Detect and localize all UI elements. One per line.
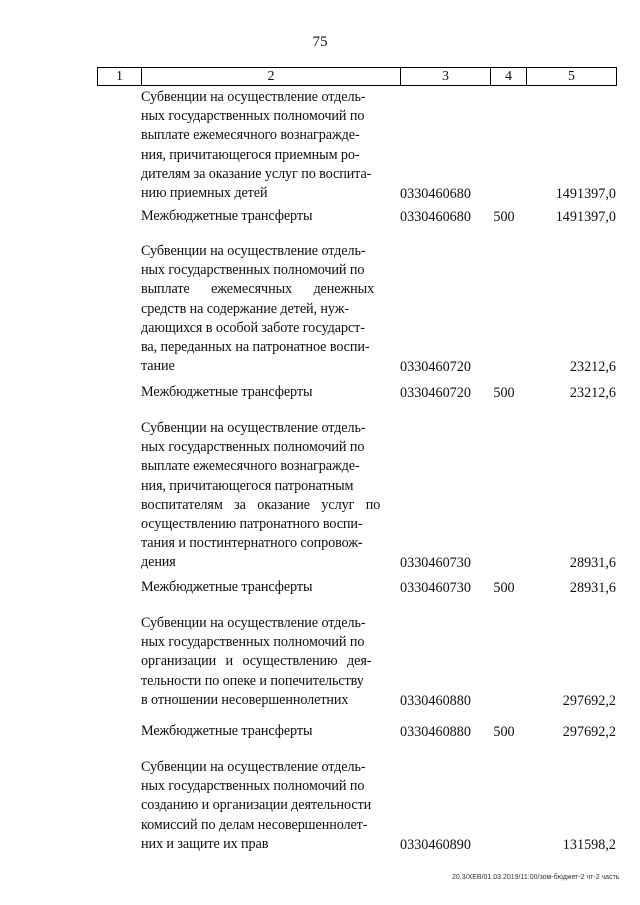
name-line: тания и постинтернатного сопровож-	[141, 535, 363, 552]
target-article-code: 0330460680	[400, 185, 471, 202]
name-line: ния, причитающегося патронатным	[141, 477, 354, 494]
name-line: ва, переданных на патронатное воспи-	[141, 339, 370, 356]
name-line: созданию и организации деятельности	[141, 797, 372, 814]
column-header-2: 2	[142, 68, 401, 86]
name-line: дителям за оказание услуг по воспита-	[141, 165, 372, 182]
name-line: ных государственных полномочий по	[141, 262, 365, 279]
table-row	[97, 88, 616, 204]
name-line: Межбюджетные трансферты	[141, 208, 313, 224]
name-line: тание	[141, 358, 175, 375]
amount: 131598,2	[562, 836, 616, 853]
table-row	[97, 758, 616, 855]
name-line: ния, причитающегося приемным ро-	[141, 146, 360, 163]
amount: 1491397,0	[555, 208, 616, 225]
name-line: ных государственных полномочий по	[141, 634, 365, 651]
name-line: комиссий по делам несовершеннолет-	[141, 816, 368, 833]
target-article-code: 0330460880	[400, 692, 471, 709]
name-line: Субвенции на осуществление отдель-	[141, 89, 366, 105]
column-header-row	[98, 68, 617, 86]
amount: 23212,6	[569, 384, 616, 401]
name-line: тельности по опеке и попечительству	[141, 672, 364, 689]
table-row	[97, 242, 616, 377]
amount: 297692,2	[562, 723, 616, 740]
row-name	[141, 722, 391, 741]
expense-type-code: 500	[493, 723, 515, 740]
target-article-code: 0330460730	[400, 554, 471, 571]
row-name	[141, 578, 391, 597]
name-line: Субвенции на осуществление отдель-	[141, 759, 366, 775]
name-line: дающихся в особой заботе государст-	[141, 319, 365, 336]
target-article-code: 0330460720	[400, 384, 471, 401]
name-line: Субвенции на осуществление отдель-	[141, 615, 366, 631]
name-line: ных государственных полномочий по	[141, 439, 365, 456]
amount: 28931,6	[569, 579, 616, 596]
amount: 1491397,0	[555, 185, 616, 202]
table-row	[97, 578, 616, 598]
amount: 28931,6	[569, 554, 616, 571]
target-article-code: 0330460730	[400, 579, 471, 596]
footer-document-code: 20.3/ХЕВ/01.03.2019/11:00/зом-бюджет-2 чт-2 часть	[452, 874, 620, 881]
target-article-code: 0330460880	[400, 723, 471, 740]
name-line: нию приемных детей	[141, 185, 268, 202]
amount: 297692,2	[562, 692, 616, 709]
expense-type-code: 500	[493, 208, 515, 225]
row-name	[141, 383, 391, 402]
row-name	[141, 758, 391, 854]
name-line: выплате ежемесячных денежных	[141, 281, 375, 298]
page-number: 75	[312, 34, 328, 50]
column-header-5: 5	[527, 68, 617, 86]
row-name	[141, 419, 391, 573]
name-line: средств на содержание детей, нуж-	[141, 300, 350, 317]
name-line: выплате ежемесячного вознагражде-	[141, 458, 360, 475]
row-name	[141, 242, 391, 376]
name-line: ных государственных полномочий по	[141, 108, 365, 125]
name-line: ных государственных полномочий по	[141, 778, 365, 795]
name-line: осуществлению патронатного воспи-	[141, 516, 363, 533]
amount: 23212,6	[569, 358, 616, 375]
row-name	[141, 88, 391, 203]
name-line: Межбюджетные трансферты	[141, 579, 313, 595]
target-article-code: 0330460680	[400, 208, 471, 225]
name-line: выплате ежемесячного вознагражде-	[141, 127, 360, 144]
table-row	[97, 614, 616, 711]
name-line: воспитателям за оказание услуг по	[141, 496, 381, 513]
table-row	[97, 419, 616, 573]
column-header-4: 4	[491, 68, 527, 86]
name-line: Межбюджетные трансферты	[141, 723, 313, 739]
name-line: в отношении несовершеннолетних	[141, 691, 349, 708]
row-name	[141, 614, 391, 710]
column-header-1: 1	[98, 68, 142, 86]
name-line: Субвенции на осуществление отдель-	[141, 420, 366, 436]
target-article-code: 0330460890	[400, 836, 471, 853]
name-line: дения	[141, 554, 176, 571]
name-line: Субвенции на осуществление отдель-	[141, 243, 366, 259]
column-header-table	[97, 67, 617, 86]
table-row	[97, 207, 616, 227]
table-row	[97, 722, 616, 742]
name-line: Межбюджетные трансферты	[141, 384, 313, 400]
column-header-3: 3	[401, 68, 491, 86]
name-line: них и защите их прав	[141, 835, 269, 852]
table-row	[97, 383, 616, 403]
name-line: организации и осуществлению дея-	[141, 653, 372, 670]
target-article-code: 0330460720	[400, 358, 471, 375]
expense-type-code: 500	[493, 579, 515, 596]
expense-type-code: 500	[493, 384, 515, 401]
row-name	[141, 207, 391, 226]
